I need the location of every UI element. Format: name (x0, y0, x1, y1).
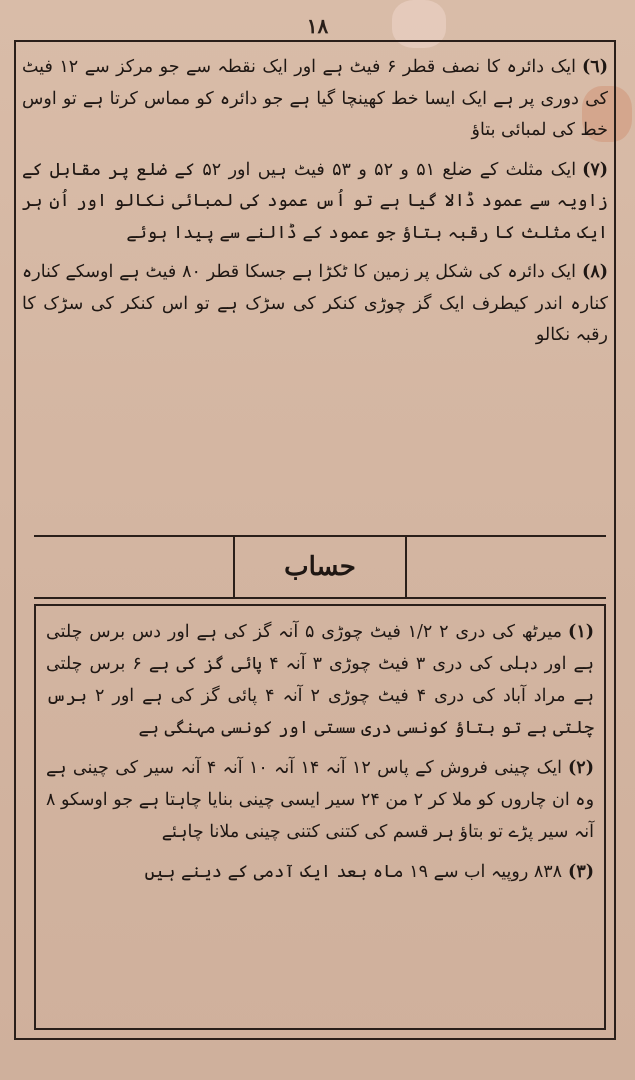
question-number: (٢) (568, 758, 594, 778)
section-heading: حساب (233, 537, 407, 597)
section-heading-row (34, 535, 606, 599)
page-number: ١٨ (306, 14, 329, 38)
question-number: (٦) (582, 57, 608, 77)
question-text: میرٹھ کی دری ۲ ۱/۲ فیٹ چوڑی ۵ آنہ گز کی ہے اور دس برس چلتی ہے اور دہلی کی دری ۳ فیٹ چوڑی ۳ آنہ ۴ پائی گز کی ہے ۶ برس چلتی ہے مراد آباد کی دری ۴ فیٹ چوڑی ۲ آنہ ۴ پائی گز کی ہے اور ۲ برس چلتی ہے تو بتاؤ کونسی دری سستی اور کونسی مہنگی ہے (46, 622, 594, 738)
question-number: (٧) (582, 159, 609, 180)
geometry-questions (22, 52, 608, 360)
question-text: ایک چینی فروش کے پاس ۱۲ آنہ ۱۴ آنہ ۱۰ آنہ ۴ آنہ سیر کی چینی ہے وہ ان چاروں کو ملا کر ۲ من ۲۴ سیر ایسی چینی بنایا چاہتا ہے جو اوسکو ۸ آنہ سیر پڑے تو بتاؤ ہر قسم کی کتنی کتنی چینی ملانا چاہئے (46, 758, 595, 842)
question-number: (٨) (582, 262, 608, 282)
question-1 (46, 616, 594, 744)
question-text: ایک دائرہ کی شکل پر زمین کا ٹکڑا ہے جسکا قطر ۸۰ فیٹ ہے اوسکے کنارہ کنارہ اندر کیطرف ایک گز چوڑی کنکر کی سڑک ہے تو اس کنکر کی سڑک کا رقبہ نکالو (22, 262, 608, 345)
question-6 (22, 52, 608, 147)
question-text: ایک دائرہ کا نصف قطر ۶ فیٹ ہے اور ایک نقطہ سے جو مرکز سے ۱۲ فیٹ کی دوری پر ہے ایک ایسا خط کھینچا گیا ہے جو دائرہ کو مماس کرتا ہے تو اوس خط کی لمبائی بتاؤ (22, 57, 608, 140)
question-number: (١) (568, 622, 594, 642)
arithmetic-box (34, 604, 606, 1030)
question-7 (22, 155, 608, 250)
arithmetic-questions (46, 616, 594, 896)
heading-cell-left (34, 537, 233, 597)
heading-cell-right (407, 537, 606, 597)
question-text: ایک مثلث کے ضلع ۵۱ و ۵۲ و ۵۳ فیٹ ہیں اور ۵۲ کے ضلع پر مقابل کے زاویہ سے عمود ڈالا گیا ہے تو اُس عمود کی لمبائی نکالو اور اُن ہر ایک مثلث کا رقبہ بتاؤ جو عمود کے ڈالنے سے پیدا ہوئے (22, 159, 608, 243)
question-text: ۸۳۸ روپیہ اب سے ۱۹ ماہ بعد ایک آدمی کے دینے ہیں (144, 862, 563, 882)
question-2 (46, 752, 594, 848)
question-3 (46, 856, 594, 888)
question-8 (22, 257, 608, 352)
question-number: (٣) (568, 862, 594, 882)
page-frame (14, 40, 616, 1040)
